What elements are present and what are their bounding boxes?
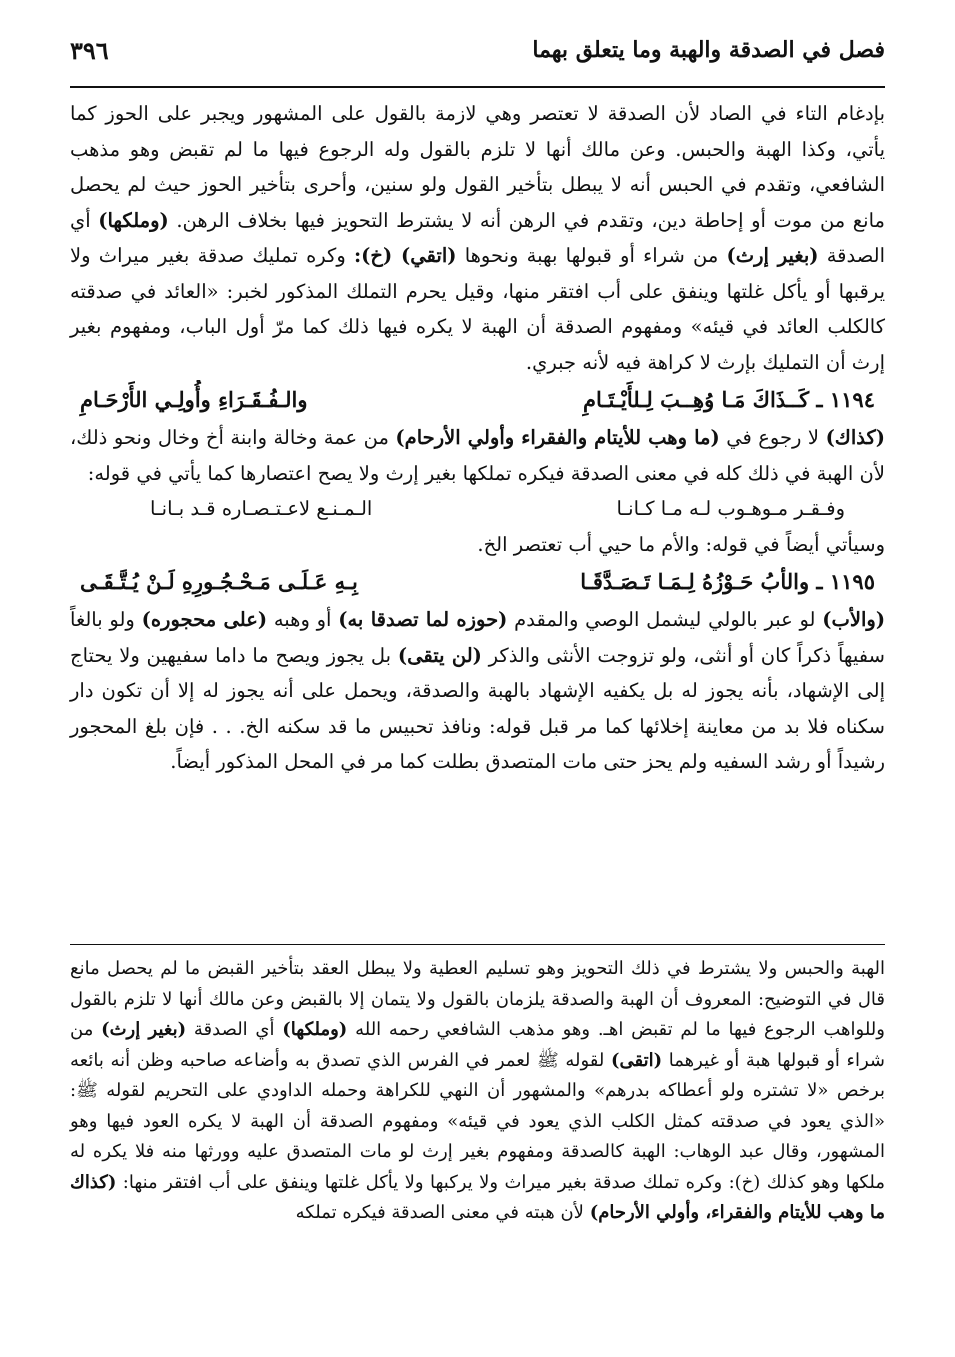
page-header (70, 28, 885, 72)
quoted-verse-second: الـمـنـع لاعـتـصـاره قـد بـانـا (150, 497, 373, 520)
verse-second-hemistich: والـفُـقَـرَاءِ وأُولِـي الأَرْحَـامِ (80, 387, 308, 412)
footnotes (70, 954, 885, 1229)
commentary-paragraph: وسيأتي أيضاً في قوله: والأم ما حيي أب تعتصر الخ. (477, 532, 885, 556)
commentary-paragraph: (والأب) لو عبر بالولي ليشمل الوصي والمقدم (حوزه لما تصدقا به) أو وهبه (على محجوره) ولو بالغاً سفيهاً ذكراً كان أو أنثى، ولو تزوجت الأنثى والذكر (لن يتقى) بل يجوز ويصح ما داما سفيهين ولا يحتاج إلى الإشهاد، بأنه يجوز له بل يكفيه الإشهاد بالهبة والصدقة، ويحمل على أنه يجوز له إلا أن تكون دار سكناه فلا بد من معاينة إخلائها كما مر قبل قوله: ونافذ تحبيس ما قد سكنه الخ. . . فإن بلغ المحجور رشيداً أو رشد السفيه ولم يحز حتى مات المتصدق بطلت كما مر في المحل المذكور أيضاً. (70, 608, 886, 773)
header-divider (70, 86, 885, 88)
commentary-paragraph: (كذاك) لا رجوع في (ما وهب للأيتام والفقراء وأولي الأرحام) من عمة وخالة وابنة أخ وخال ونحو ذلك، لأن الهبة في ذلك كله في معنى الصدقة فيكره تملكها بغير إرث ولا يصح اعتصارها كما يأتي في قوله: (70, 426, 886, 485)
verse-first-hemistich: ١١٩٥ ـ والأبُ حَـوْزُهُ لِـمَـا تَـصَـدَّقَـا (580, 569, 875, 594)
verse-first-hemistich: ١١٩٤ ـ كَــذَاكَ مَـا وُهِــبَ لِـلأَيْـتَـامِ (582, 387, 875, 412)
running-title: فصل في الصدقة والهبة وما يتعلق بهما (532, 37, 885, 63)
page-number: ٣٩٦ (70, 35, 109, 65)
quoted-verse-first: وفـقـر مـوهـوب لـه مـا كـانـا (616, 497, 845, 520)
verse-second-hemistich: بِـهِ عَـلَـى مَـحْـجُـورِهِ لَـنْ يُـتَّـقَـى (80, 569, 358, 594)
quoted-verse (70, 491, 885, 527)
verse-1194 (70, 380, 885, 420)
footnote-divider (70, 944, 885, 945)
commentary-paragraph: بإدغام التاء في الصاد لأن الصدقة لا تعتصر وهي لازمة بالقول على المشهور ويجبر على الحوز كما يأتي، وكذا الهبة والحبس. وعن مالك أنها لا تلزم بالقول وله الرجوع فيها ما لم تقبض وهو مذهب الشافعي، وتقدم في الحبس أنه لا يبطل بتأخير القول ولو سنين، وأحرى بتأخير الحوز حيث لم يحصل مانع من موت أو إحاطة دين، وتقدم في الرهن أنه لا يشترط التحويز فيها بخلاف الرهن. (وملكها) أي الصدقة (بغير إرث) من شراء أو قبولها بهبة ونحوها (اتقي) (خ): وكره تمليك صدقة بغير ميراث ولا يرقبها أو يأكل غلتها وينفق على أب افتقر منها، وقيل يحرم التملك المذكور لخبر: «العائد في صدقته كالكلب العائد في قيئه» ومفهوم الصدقة أن الهبة لا يكره فيها ذلك كما مرّ أول الباب، ومفهوم بغير إرث أن التمليك بإرث لا كراهة فيه لأنه جبري. (70, 102, 885, 374)
footnote-text: الهبة والحبس ولا يشترط في ذلك التحويز وهو تسليم العطية ولا يبطل العقد بتأخير القبض ما لم يحصل مانع قال في التوضيح: المعروف أن الهبة والصدقة يلزمان بالقول ولا يتمان إلا بالقبض وعن مالك أنها لا تلزم بالقول وللواهب الرجوع فيها ما لم تقبض اهـ. وهو مذهب الشافعي رحمه الله (وملكها) أي الصدقة (بغير إرث) من شراء أو قبولها هبة أو غيرهما (اتقى) لقوله ﷺ لعمر في الفرس الذي تصدق به وأضاعه صاحبه وظن أنه بائعه برخص «لا تشتره ولو أعطاكه بدرهم» والمشهور أن النهي للكراهة وحمله الداودي على التحريم لقوله ﷺ: «الذي يعود في صدقته كمثل الكلب الذي يعود في قيئه» ومفهوم الصدقة أن الهبة لا يكره العود فيها وهو المشهور، وقال عبد الوهاب: الهبة كالصدقة ومفهوم بغير إرث لو مات المتصدق عليه وورثها منه فلا يكره له ملكها وهو كذلك (خ): وكره تملك صدقة بغير ميراث ولا يركبها ولا يأكل غلتها وينفق على أب افتقر منها: (كذاك ما وهب للأيتام والفقراء، وأولي الأرحام) لأن هبته في معنى الصدقة فيكره تملكه (70, 958, 885, 1223)
main-text (70, 96, 885, 780)
verse-1195 (70, 562, 885, 602)
